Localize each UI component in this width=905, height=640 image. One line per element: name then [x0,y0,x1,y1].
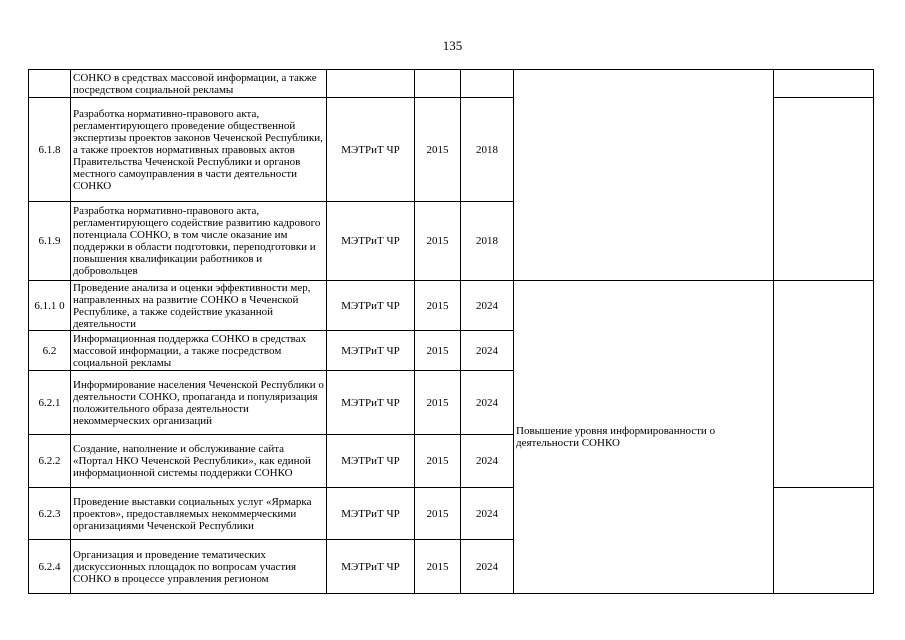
start-year: 2015 [415,281,461,331]
start-year: 2015 [415,202,461,281]
measure-text: Разработка нормативно-правового акта, регламентирующего проведение общественной экспертизы проектов законов Чеченской Республики, а также проектов нормативных правовых актов Правительства Чеченской Республики и органов местного самоуправления в части деятельности СОНКО [71,98,327,202]
start-year: 2015 [415,488,461,540]
table-row [29,70,874,98]
executor: МЭТРиТ ЧР [327,435,415,488]
extra-cell [774,488,874,594]
extra-cell [774,281,874,488]
executor: МЭТРиТ ЧР [327,202,415,281]
start-year [415,70,461,98]
extra-cell [774,98,874,281]
row-number: 6.2 [29,331,71,371]
measure-text: Информирование населения Чеченской Республики о деятельности СОНКО, пропаганда и популяризация положительного образа деятельности некоммерческих организаций [71,371,327,435]
row-number: 6.1.9 [29,202,71,281]
row-number: 6.2.3 [29,488,71,540]
end-year: 2024 [461,540,514,594]
measure-text: Проведение выставки социальных услуг «Ярмарка проектов», предоставляемых некоммерческими организациями Чеченской Республики [71,488,327,540]
row-number: 6.2.2 [29,435,71,488]
measure-text: Создание, наполнение и обслуживание сайта «Портал НКО Чеченской Республики», как единой информационной системы поддержки СОНКО [71,435,327,488]
table-row [29,281,874,331]
start-year: 2015 [415,98,461,202]
measure-text: Организация и проведение тематических дискуссионных площадок по вопросам участия СОНКО в процессе управления регионом [71,540,327,594]
page-number: 135 [442,38,463,53]
end-year [461,70,514,98]
row-number: 6.2.4 [29,540,71,594]
start-year: 2015 [415,540,461,594]
row-number: 6.1.1 0 [29,281,71,331]
executor: МЭТРиТ ЧР [327,281,415,331]
end-year: 2024 [461,371,514,435]
measure-text: Проведение анализа и оценки эффективности мер, направленных на развитие СОНКО в Чеченской Республике, а также содействие указанной деятельности [71,281,327,331]
executor [327,70,415,98]
executor: МЭТРиТ ЧР [327,371,415,435]
executor: МЭТРиТ ЧР [327,540,415,594]
measures-table [28,69,874,594]
result-text: Повышение уровня информированности о деятельности СОНКО [514,281,774,594]
executor: МЭТРиТ ЧР [327,488,415,540]
executor: МЭТРиТ ЧР [327,98,415,202]
result-cell-empty [514,70,774,281]
end-year: 2024 [461,435,514,488]
extra-cell [774,70,874,98]
row-number: 6.1.8 [29,98,71,202]
end-year: 2024 [461,488,514,540]
end-year: 2018 [461,98,514,202]
row-number [29,70,71,98]
start-year: 2015 [415,331,461,371]
end-year: 2024 [461,331,514,371]
measure-text: Разработка нормативно-правового акта, регламентирующего содействие развитию кадрового потенциала СОНКО, в том числе оказание им поддержки в области подготовки, переподготовки и повышения квалификации работников и добровольцев [71,202,327,281]
start-year: 2015 [415,371,461,435]
measure-text: СОНКО в средствах массовой информации, а также посредством социальной рекламы [71,70,327,98]
end-year: 2018 [461,202,514,281]
start-year: 2015 [415,435,461,488]
row-number: 6.2.1 [29,371,71,435]
measure-text: Информационная поддержка СОНКО в средствах массовой информации, а также посредством социальной рекламы [71,331,327,371]
end-year: 2024 [461,281,514,331]
executor: МЭТРиТ ЧР [327,331,415,371]
